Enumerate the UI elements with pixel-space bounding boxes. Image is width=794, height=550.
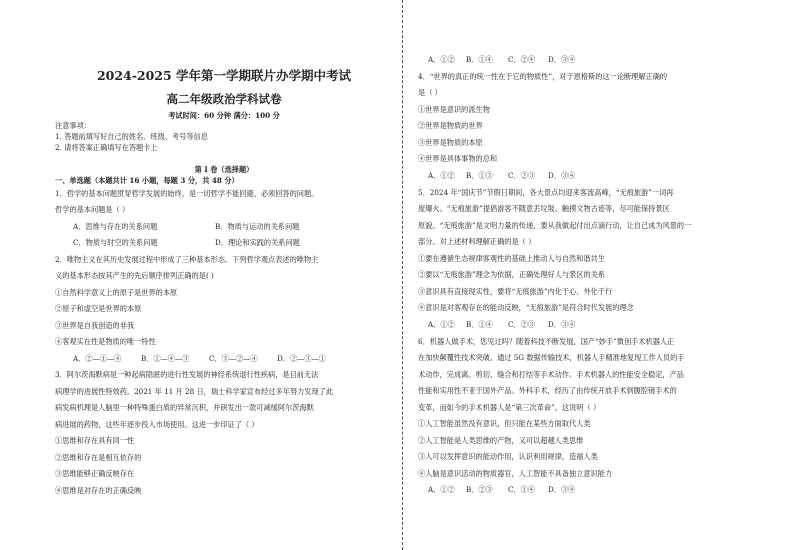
statement-item: ④思维是对存在的正确反映	[55, 486, 142, 495]
option-a: A．①②	[428, 320, 455, 329]
statement-item: ④人脑是意识活动的物质器官，人工智能不具备独立意识能力	[418, 469, 613, 478]
option-c: C．②④	[508, 55, 536, 64]
option-c: C．①④	[508, 485, 536, 494]
question-6-line: 6．机器人做手术，您见过吗？随着科技不断发展，国产“妙手”微创手术机器人正	[418, 337, 675, 346]
question-2-line: 2．唯物主义在其历史发展过程中形成了三种基本形态。下列哲学观点表述的唯物主	[55, 255, 319, 264]
option-a: A．②—①—④	[73, 354, 122, 363]
question-1-line: 1．哲学的基本问题贯穿哲学发展的始终，是一切哲学不能回避、必须回答的问题。	[55, 189, 319, 198]
statement-item: ③世界是物质的本原	[418, 138, 483, 147]
option-d: D．③④	[548, 171, 576, 180]
statement-item: ①人工智能虽然没有意识，但只能在某些方面取代人类	[418, 419, 591, 428]
exam-meta: 考试时间：60 分钟 满分：100 分	[168, 111, 280, 120]
option-d: D．③④	[548, 55, 576, 64]
statement-item: ②思维和存在是相互依存的	[55, 453, 142, 462]
option-b: B．①—④—③	[141, 354, 190, 363]
option-a: A．①②	[428, 171, 455, 180]
option-b: B．①④	[466, 320, 493, 329]
question-5-line: 原貌。“无痕旅游”是文明力量的传递，要从我做起付出点滴行动，让自己成为风景的一	[418, 221, 692, 230]
option-c: C．②③	[508, 320, 536, 329]
exam-subtitle: 高二年级政治学科试卷	[166, 92, 282, 106]
question-5-line: 部分。对上述材料理解正确的是（ ）	[418, 237, 536, 246]
question-6-line: 在加快颠覆性技术突破。通过 5G 数据传输技术，机器人手精准地复现工作人员的手	[418, 353, 685, 362]
statement-item: ②原子和虚空是世界的本原	[55, 304, 142, 313]
statement-item: ④世界是具体事物的总和	[418, 154, 498, 163]
option-b: B．物质与运动的关系问题	[215, 222, 300, 231]
question-3-line: 病理学的进展性特效药。2021 年 11 月 28 日，瑞士科学家宣布经过多年努力发现了此	[55, 387, 334, 396]
option-d: D．理论和实践的关系问题	[215, 238, 300, 247]
option-c: C．②③	[508, 171, 536, 180]
page-divider	[402, 0, 403, 550]
option-d: D．②—③—①	[277, 354, 326, 363]
question-1-line: 哲学的基本问题是（ ）	[55, 205, 130, 214]
option-c: C．③—②—④	[209, 354, 258, 363]
notice-item: 1. 答题前填写好自己的姓名、班级、考号等信息	[55, 132, 208, 141]
question-3-line: 病进展的药物，这些年逐步投入市场使用。这进一步印证了（ ）	[55, 420, 259, 429]
statement-item: ③世界是自我创造的非我	[55, 321, 135, 330]
question-5-line: 度爆火。“无痕旅游”提倡游客不随意丢垃圾、触摸文物古迹等，尽可能保持景区	[418, 204, 670, 213]
question-4-line: 4．“世界的真正的统一性在于它的物质性”，对于恩格斯的这一论断理解正确的	[418, 72, 668, 81]
option-b: B．②③	[466, 485, 493, 494]
statement-item: ④客观实在性是物质的唯一特性	[55, 337, 156, 346]
statement-item: ③意识具有直接现实性，要将“无痕旅游”内化于心、外化于行	[418, 287, 613, 296]
question-3-line: 病发病机理是人脑里一种特殊蛋白质的异常沉积，并研发出一款可减缓阿尔茨海默	[55, 403, 314, 412]
statement-item: ④意识是对客观存在的能动反映，“无痕旅游”是符合时代发展的理念	[418, 303, 634, 312]
option-d: D．③④	[548, 485, 576, 494]
question-4-line: 是（ ）	[418, 88, 442, 97]
question-6-line: 术动作，完成离、剪切、缝合和打结等手术动作。手术机器人的性能安全稳定，产品	[418, 370, 684, 379]
option-a: A．①②	[428, 55, 455, 64]
notice-item: 2. 请将答案正确填写在答题卡上	[55, 143, 158, 152]
statement-item: ③人可以发挥意识的能动作用，认识利用规律，造福人类	[418, 452, 598, 461]
statement-item: ②人工智能是人类思维的产物，又可以超越人类思维	[418, 436, 584, 445]
option-b: B．①④	[466, 55, 493, 64]
statement-item: ①要在遵循生态规律客观性的基础上推动人与自然和谐共生	[418, 254, 605, 263]
question-2-line: 义的基本形态按其产生的先后顺序排列正确的是( )	[55, 271, 214, 280]
question-3-line: 3．阿尔茨海默病是一种起病隐匿的进行性发展的神经系统退行性疾病，是目前无法	[55, 370, 319, 379]
statement-item: ②世界是物质的世界	[418, 121, 483, 130]
option-b: B．①③	[466, 171, 493, 180]
statement-item: ①世界是意识的派生物	[418, 105, 490, 114]
section-heading: 一、单选题（本题共计 16 小题，每题 3 分，共 48 分）	[55, 176, 239, 185]
statement-item: ①自然科学意义上的原子是世界的本原	[55, 288, 178, 297]
exam-title: 2024-2025 学年第一学期联片办学期中考试	[96, 68, 352, 83]
option-d: D．③④	[548, 320, 576, 329]
statement-item: ②要以“无痕旅游”理念为依据，正确处理好人与景区的关系	[418, 270, 606, 279]
statement-item: ③思维能够正确反映存在	[55, 469, 135, 478]
question-5-line: 5．2024 年“国庆节”节假日期间，各大景点均迎来客流高峰，“无痕旅游”一词再	[418, 188, 674, 197]
part-title: 第 I 卷（选择题）	[194, 165, 254, 174]
question-6-line: 性能和实用性不亚于国外产品。外科手术，经历了由传统开放手术到腹腔镜手术的	[418, 386, 677, 395]
question-6-line: 变革，而如今的手术机器人是“第三次革命”。这说明（ ）	[418, 403, 601, 412]
notice-heading: 注意事项：	[55, 121, 91, 130]
statement-item: ①思维和存在具有同一性	[55, 436, 135, 445]
option-a: A．思维与存在的关系问题	[73, 222, 158, 231]
option-a: A．①②	[428, 485, 455, 494]
option-c: C．物质与时空的关系问题	[73, 238, 158, 247]
